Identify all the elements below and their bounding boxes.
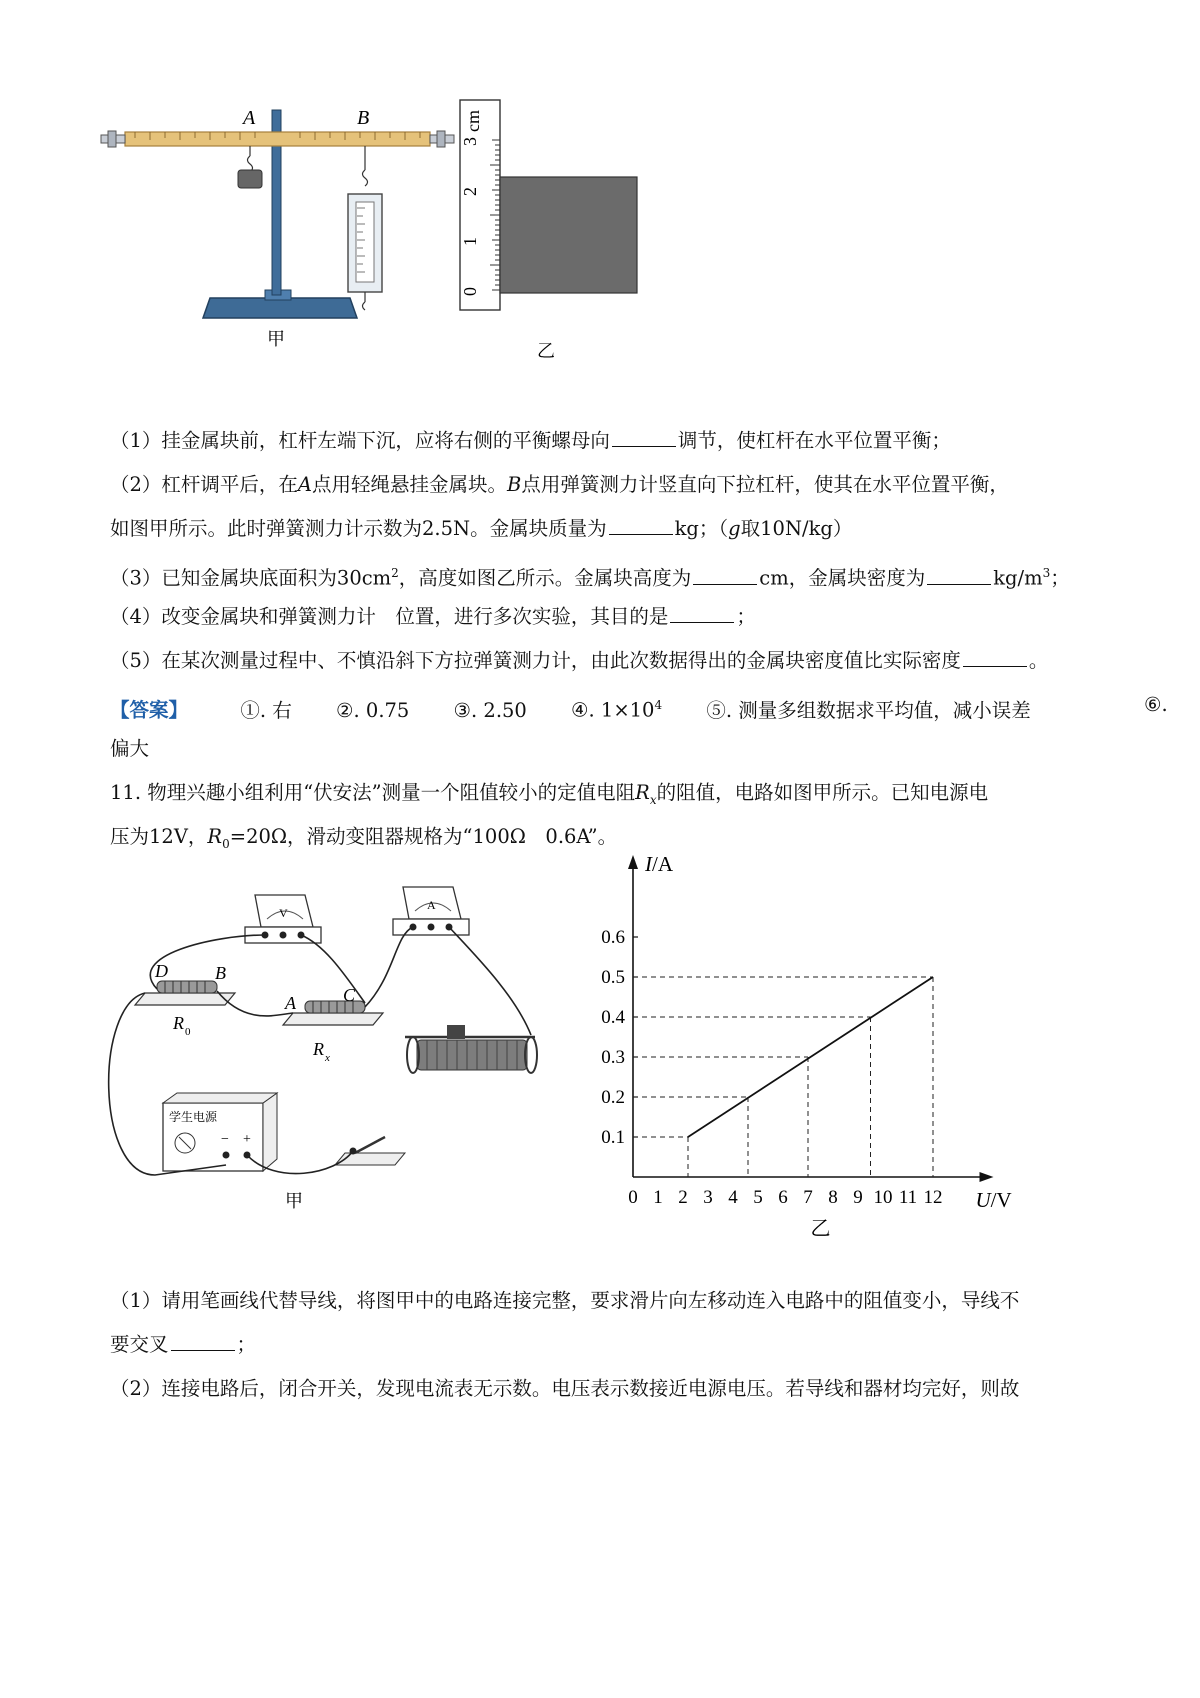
label-r0: R <box>173 1013 184 1033</box>
label-a: A <box>285 993 296 1013</box>
answer-item-6: ⑥. <box>1144 693 1168 716</box>
q10-p4-text-a: （4）改变金属块和弹簧测力计 位置，进行多次实验，其目的是 <box>110 605 669 628</box>
q10-p4-text-b: ； <box>736 605 756 628</box>
caption-fig1-left: 甲 <box>267 329 285 349</box>
x-tick-label: 8 <box>828 1187 838 1208</box>
q10-p3-text-d: kg/m <box>993 566 1043 590</box>
answer-item-3: ③. 2.50 <box>453 698 527 722</box>
ruler-tick-0: 0 <box>460 287 480 296</box>
voltmeter-label: V <box>279 906 288 920</box>
x-tick-label: 5 <box>753 1187 763 1208</box>
q11-line1 <box>110 779 988 814</box>
x-axis-arrow <box>980 1172 994 1182</box>
ruler-tick-3: 3 <box>460 137 480 146</box>
x-tick-label: 2 <box>678 1187 688 1208</box>
circuit-figure <box>95 875 595 1215</box>
ammeter-label: A <box>427 898 436 912</box>
blank-5 <box>670 604 734 623</box>
answer-item-2: ②. 0.75 <box>336 698 410 722</box>
rheostat <box>405 1025 537 1073</box>
ruler-unit: cm <box>463 110 483 132</box>
q11-text-b: 的阻值，电路如图甲所示。已知电源电 <box>656 781 989 804</box>
q10-p2-text-d: 如图甲所示。此时弹簧测力计示数为2.5N。金属块质量为 <box>110 517 607 540</box>
y-axis-arrow <box>628 855 638 869</box>
q10-p2-text-a: （2）杠杆调平后，在 <box>110 473 298 496</box>
answer-continuation <box>110 735 149 763</box>
q11-text-a: 11. 物理兴趣小组利用“伏安法”测量一个阻值较小的定值电阻 <box>110 781 636 804</box>
x-tick-label: 1 <box>653 1187 663 1208</box>
label-r0-sub: 0 <box>185 1026 191 1038</box>
q10-p2-point-a: A <box>297 473 313 496</box>
q10-p2-text-e: kg；（ <box>674 517 729 540</box>
q10-p3-sup2: 3 <box>1042 566 1051 580</box>
q10-p1-text-b: 调节，使杠杆在水平位置平衡； <box>677 429 951 452</box>
y-tick-label: 0.4 <box>601 1007 625 1028</box>
answer-item-4-base: ④. 1×10 <box>571 698 655 722</box>
label-point-b: B <box>357 107 370 129</box>
q11-part2 <box>110 1375 1019 1403</box>
q11-rx-sub: x <box>649 792 657 807</box>
blank-3 <box>693 566 757 585</box>
x-tick-label: 9 <box>853 1187 863 1208</box>
figure-lever <box>95 90 675 380</box>
q10-part2-line1 <box>110 471 1009 499</box>
answer-tag: 【答案】 <box>110 698 189 722</box>
blank-1 <box>612 428 676 447</box>
x-axis-title: U/V <box>975 1188 1012 1212</box>
ruler-tick-1: 1 <box>460 237 480 246</box>
q11-part1-line2 <box>110 1331 256 1359</box>
iu-chart <box>585 845 1025 1240</box>
y-axis-title: I/A <box>645 852 673 876</box>
x-tick-label: 10 <box>873 1187 893 1208</box>
q10-part4 <box>110 603 756 631</box>
y-tick-label: 0.6 <box>601 927 625 948</box>
q10-p5-text-a: （5）在某次测量过程中、不慎沿斜下方拉弹簧测力计，由此次数据得出的金属块密度值比实际密度 <box>110 649 961 672</box>
label-b: B <box>215 963 226 983</box>
q10-answer-line <box>110 691 1168 725</box>
q11-text-d: =20Ω，滑动变阻器规格为“100Ω 0.6A”。 <box>229 825 618 848</box>
q10-p1-text-a: （1）挂金属块前，杠杆左端下沉，应将右侧的平衡螺母向 <box>110 429 610 452</box>
x-tick-label: 3 <box>703 1187 713 1208</box>
answer-item-1: ①. 右 <box>240 698 292 722</box>
power-minus: − <box>221 1132 229 1147</box>
q10-p3-sup: 2 <box>391 566 399 580</box>
iu-chart-svg <box>585 845 1025 1240</box>
q10-p2-text-f: 取10N/kg） <box>740 517 853 540</box>
q10-part2-line2 <box>110 515 852 543</box>
caption-chart: 乙 <box>810 1218 831 1240</box>
q11-p1-text-a: （1）请用笔画线代替导线，将图甲中的电路连接完整，要求滑片向左移动连入电路中的阻值变小，导线不 <box>110 1289 1020 1312</box>
blank-4 <box>927 566 991 585</box>
x-tick-label: 6 <box>778 1187 788 1208</box>
q10-part1 <box>110 427 951 455</box>
q11-r0-sub: 0 <box>222 836 230 851</box>
circuit-diagram <box>95 875 595 1215</box>
y-tick-label: 0.5 <box>601 967 625 988</box>
switch <box>335 1137 405 1165</box>
q11-p1-text-b: 要交叉 <box>110 1333 169 1356</box>
answer-item-4-exp: 4 <box>654 698 663 712</box>
answer-item-5: ⑤. 测量多组数据求平均值，减小误差 <box>706 698 1031 722</box>
q10-p3-text-a: （3）已知金属块底面积为30cm <box>110 566 392 590</box>
q10-p3-text-c: cm，金属块密度为 <box>759 566 926 590</box>
q11-p2-text: （2）连接电路后，闭合开关，发现电流表无示数。电压表示数接近电源电压。若导线和器材均完好，则故 <box>110 1377 1020 1400</box>
x-tick-label: 4 <box>728 1187 738 1208</box>
q10-part3 <box>110 559 1070 593</box>
q10-p2-text-c: 点用弹簧测力计竖直向下拉杠杆，使其在水平位置平衡， <box>521 473 1009 496</box>
y-tick-label: 0.1 <box>601 1127 625 1148</box>
power-plus: + <box>243 1132 251 1147</box>
y-tick-label: 0.2 <box>601 1087 625 1108</box>
q11-p1-text-c: ； <box>236 1333 257 1356</box>
y-tick-label: 0.3 <box>601 1047 625 1068</box>
blank-2 <box>609 516 673 535</box>
q11-r0: R <box>207 825 223 848</box>
x-tick-label: 0 <box>628 1187 638 1208</box>
ruler-tick-2: 2 <box>460 187 480 196</box>
x-tick-label: 7 <box>803 1187 813 1208</box>
caption-circuit: 甲 <box>285 1191 303 1211</box>
q11-rx: R <box>635 781 650 804</box>
power-label: 学生电源 <box>169 1110 218 1124</box>
answer-item-4 <box>571 691 662 725</box>
q10-part5 <box>110 647 1048 675</box>
label-rx: R <box>313 1039 324 1059</box>
label-c: C <box>343 985 356 1005</box>
q11-line2 <box>110 823 617 858</box>
label-rx-sub: x <box>325 1052 330 1064</box>
resistor-r0 <box>135 981 235 1005</box>
answer-item-6-value: 偏大 <box>110 737 150 760</box>
blank-6 <box>963 648 1027 667</box>
blank-7 <box>171 1332 235 1351</box>
label-point-a: A <box>243 107 256 129</box>
caption-fig1-right: 乙 <box>537 341 555 361</box>
x-tick-label: 11 <box>898 1187 918 1208</box>
q10-p5-text-b: 。 <box>1028 649 1049 672</box>
x-tick-label: 12 <box>923 1187 943 1208</box>
q11-text-c: 压为12V， <box>110 825 208 848</box>
q11-part1-line1 <box>110 1287 1019 1315</box>
q10-p2-point-b: B <box>507 473 522 496</box>
label-d: D <box>155 961 168 981</box>
q10-p3-text-e: ； <box>1050 566 1070 590</box>
q10-p2-g: g <box>728 517 741 540</box>
q10-p3-text-b: ，高度如图乙所示。金属块高度为 <box>398 566 692 590</box>
lever-diagram <box>95 90 675 380</box>
q10-p2-text-b: 点用轻绳悬挂金属块。 <box>312 473 508 496</box>
ammeter <box>393 887 469 935</box>
power-supply <box>163 1093 277 1171</box>
